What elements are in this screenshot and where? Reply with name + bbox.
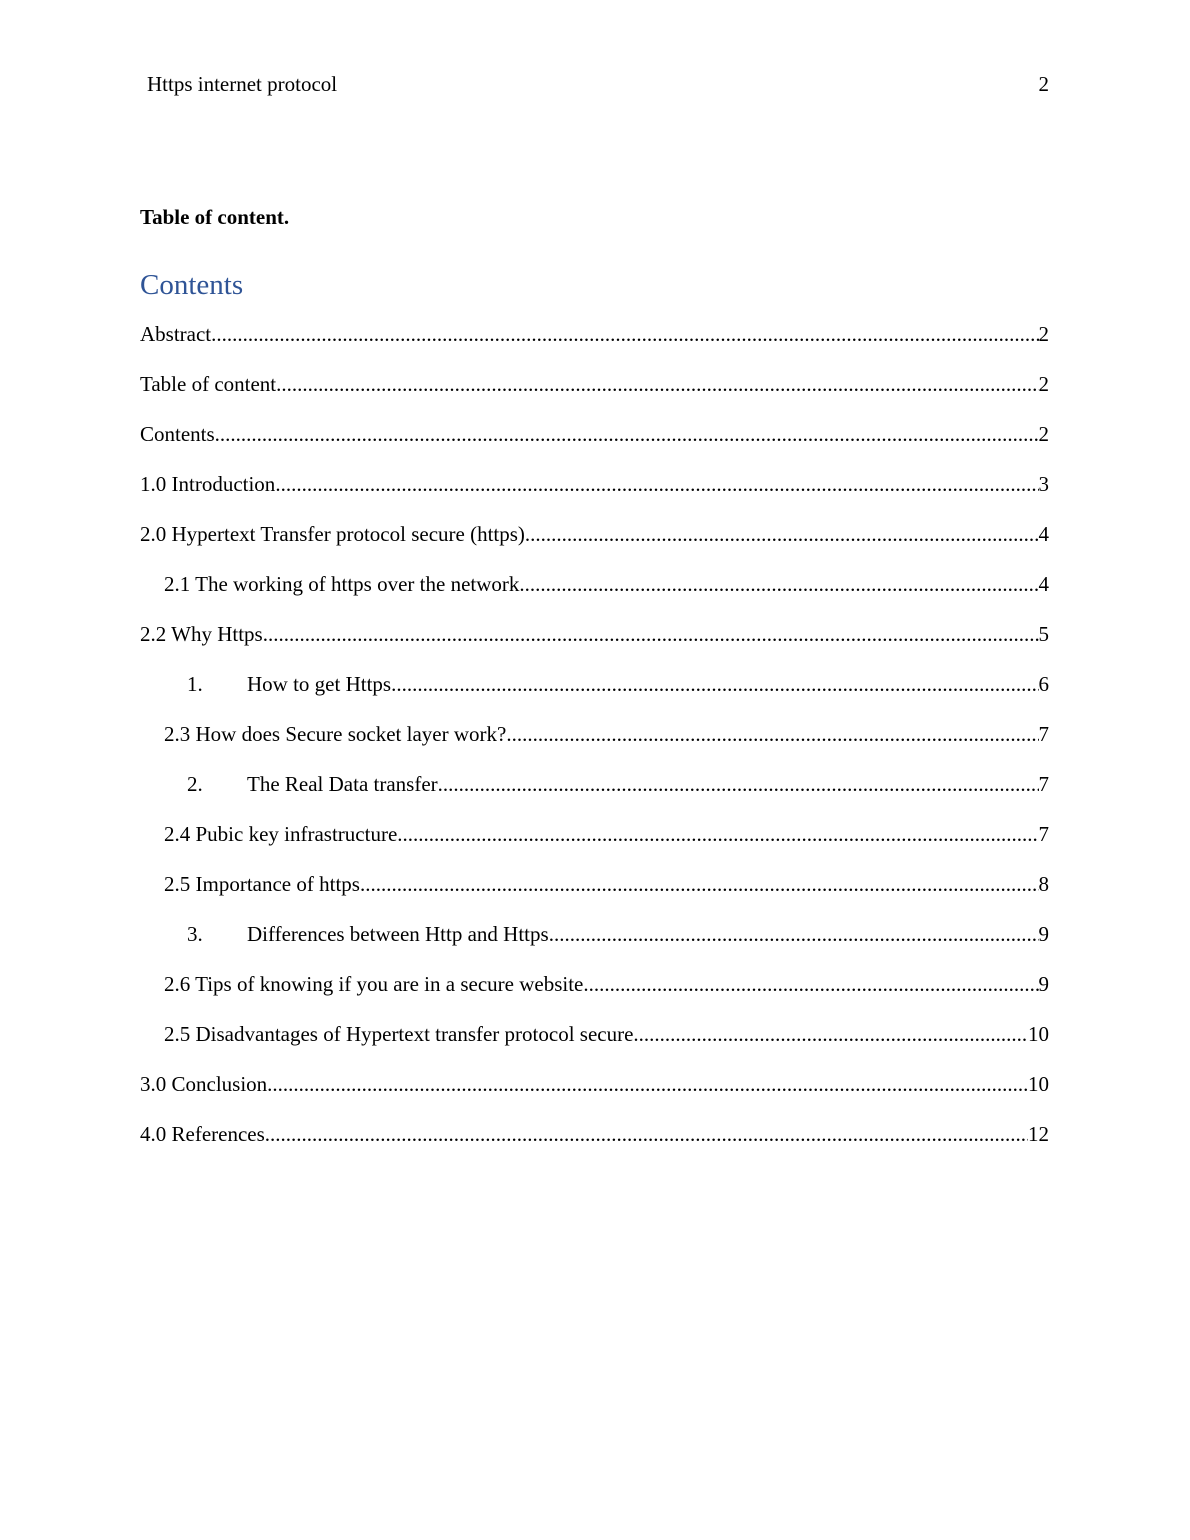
- toc-entry-title: Contents: [140, 422, 215, 446]
- toc-entry-page: 9: [1038, 922, 1049, 946]
- toc-entry-title: 2.5 Disadvantages of Hypertext transfer protocol secure: [164, 1022, 634, 1046]
- toc-entry-page: 2: [1038, 322, 1049, 346]
- table-of-contents: [140, 320, 1049, 1170]
- toc-entry[interactable]: [140, 420, 1049, 470]
- toc-entry[interactable]: [140, 820, 1049, 870]
- toc-entry[interactable]: [140, 520, 1049, 570]
- toc-entry-title: 2.0 Hypertext Transfer protocol secure (https): [140, 522, 525, 546]
- toc-entry-number: 3.: [187, 922, 203, 946]
- toc-entry-page: 8: [1038, 872, 1049, 896]
- toc-entry-page: 4: [1038, 572, 1049, 596]
- toc-entry[interactable]: [140, 870, 1049, 920]
- toc-dot-leader: [215, 420, 1039, 448]
- toc-entry[interactable]: [140, 370, 1049, 420]
- toc-dot-leader: [263, 620, 1039, 648]
- toc-entry-page: 4: [1038, 522, 1049, 546]
- toc-dot-leader: [397, 820, 1038, 848]
- toc-entry-page: 2: [1038, 372, 1049, 396]
- document-title: Https internet protocol: [147, 72, 338, 96]
- toc-entry-title: Differences between Http and Https: [247, 922, 549, 946]
- toc-entry-page: 2: [1038, 422, 1049, 446]
- toc-entry-title: The Real Data transfer: [247, 772, 438, 796]
- toc-dot-leader: [391, 670, 1038, 698]
- toc-dot-leader: [267, 1070, 1028, 1098]
- toc-entry-page: 10: [1028, 1072, 1049, 1096]
- toc-entry-title: Abstract: [140, 322, 212, 346]
- toc-entry-title: 2.1 The working of https over the network: [164, 572, 520, 596]
- toc-dot-leader: [360, 870, 1039, 898]
- toc-entry-page: 5: [1038, 622, 1049, 646]
- toc-entry[interactable]: [140, 1070, 1049, 1120]
- toc-dot-leader: [438, 770, 1039, 798]
- toc-dot-leader: [633, 1020, 1028, 1048]
- toc-entry-title: How to get Https: [247, 672, 392, 696]
- toc-dot-leader: [549, 920, 1039, 948]
- toc-entry-number: 1.: [187, 672, 203, 696]
- toc-entry-page: 3: [1038, 472, 1049, 496]
- toc-dot-leader: [525, 520, 1039, 548]
- toc-entry-number: 2.: [187, 772, 203, 796]
- toc-entry-page: 6: [1038, 672, 1049, 696]
- toc-entry-title: 2.6 Tips of knowing if you are in a secure website: [164, 972, 584, 996]
- toc-entry[interactable]: [140, 770, 1049, 820]
- toc-entry-page: 7: [1038, 822, 1049, 846]
- toc-entry-page: 7: [1038, 772, 1049, 796]
- contents-heading: Contents: [140, 269, 244, 301]
- toc-entry-title: 2.4 Pubic key infrastructure: [164, 822, 398, 846]
- toc-dot-leader: [211, 320, 1038, 348]
- toc-entry-page: 7: [1038, 722, 1049, 746]
- toc-dot-leader: [583, 970, 1038, 998]
- toc-entry-title: 2.3 How does Secure socket layer work?: [164, 722, 507, 746]
- toc-dot-leader: [265, 1120, 1028, 1148]
- toc-label: Table of content.: [140, 205, 290, 229]
- toc-dot-leader: [519, 570, 1038, 598]
- toc-entry[interactable]: [140, 670, 1049, 720]
- toc-entry[interactable]: [140, 970, 1049, 1020]
- toc-entry-title: 2.5 Importance of https: [164, 872, 360, 896]
- toc-entry-page: 12: [1028, 1122, 1049, 1146]
- toc-dot-leader: [506, 720, 1038, 748]
- toc-entry[interactable]: [140, 720, 1049, 770]
- page-number: 2: [1038, 72, 1049, 96]
- toc-dot-leader: [276, 370, 1038, 398]
- toc-entry-page: 10: [1028, 1022, 1049, 1046]
- toc-entry-title: 2.2 Why Https: [140, 622, 263, 646]
- toc-entry-title: 4.0 References: [140, 1122, 265, 1146]
- toc-dot-leader: [275, 470, 1038, 498]
- toc-entry[interactable]: [140, 920, 1049, 970]
- toc-entry[interactable]: [140, 570, 1049, 620]
- toc-entry-title: Table of content: [140, 372, 277, 396]
- toc-entry-title: 3.0 Conclusion: [140, 1072, 268, 1096]
- toc-entry[interactable]: [140, 620, 1049, 670]
- toc-entry-page: 9: [1038, 972, 1049, 996]
- toc-entry[interactable]: [140, 1120, 1049, 1170]
- toc-entry-title: 1.0 Introduction: [140, 472, 276, 496]
- toc-entry[interactable]: [140, 470, 1049, 520]
- toc-entry[interactable]: [140, 1020, 1049, 1070]
- running-header: [147, 70, 1049, 100]
- toc-entry[interactable]: [140, 320, 1049, 370]
